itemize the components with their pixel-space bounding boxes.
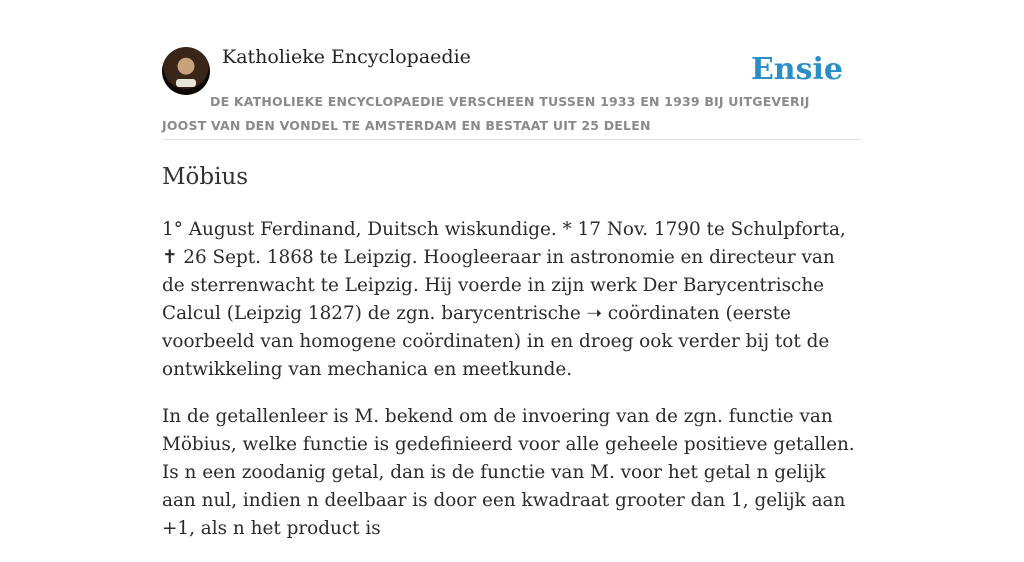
site-title[interactable]: Katholieke Encyclopaedie [222,46,471,68]
article-paragraph: In de getallenleer is M. bekend om de invoering van de zgn. functie van Möbius, welke functie is gedefinieerd voor alle geheele positieve getallen. Is n een zoodanig getal, dan is de functie van M. voor het getal n gelijk aan nul, indien n deelbaar is door een kwadraat grooter dan 1, gelijk aan +1, als n het product is [162,406,855,539]
article-paragraph: 1° August Ferdinand, Duitsch wiskundige. * 17 Nov. 1790 te Schulpforta, ✝ 26 Sept. 1868 te Leipzig. Hoogleeraar in astronomie en directeur van de sterrenwacht te Leipzig. Hij voerde in zijn werk Der Barycentrische Calcul (Leipzig 1827) de zgn. barycentrische ➝ coördinaten (eerste voorbeeld van homogene coördinaten) in en droeg ook verder bij tot de ontwikkeling van mechanica en meetkunde. [162,219,846,380]
site-description: DE KATHOLIEKE ENCYCLOPAEDIE VERSCHEEN TUSSEN 1933 EN 1939 BIJ UITGEVERIJ JOOST VAN DEN VONDEL TE AMSTERDAM EN BESTAAT UIT 25 DELEN [162,94,810,133]
article-body [162,216,862,562]
header-divider [162,139,862,140]
encyclopedia-avatar[interactable] [162,47,210,95]
page-title: Möbius [162,164,249,190]
brand-logo[interactable]: Ensie [750,52,843,87]
